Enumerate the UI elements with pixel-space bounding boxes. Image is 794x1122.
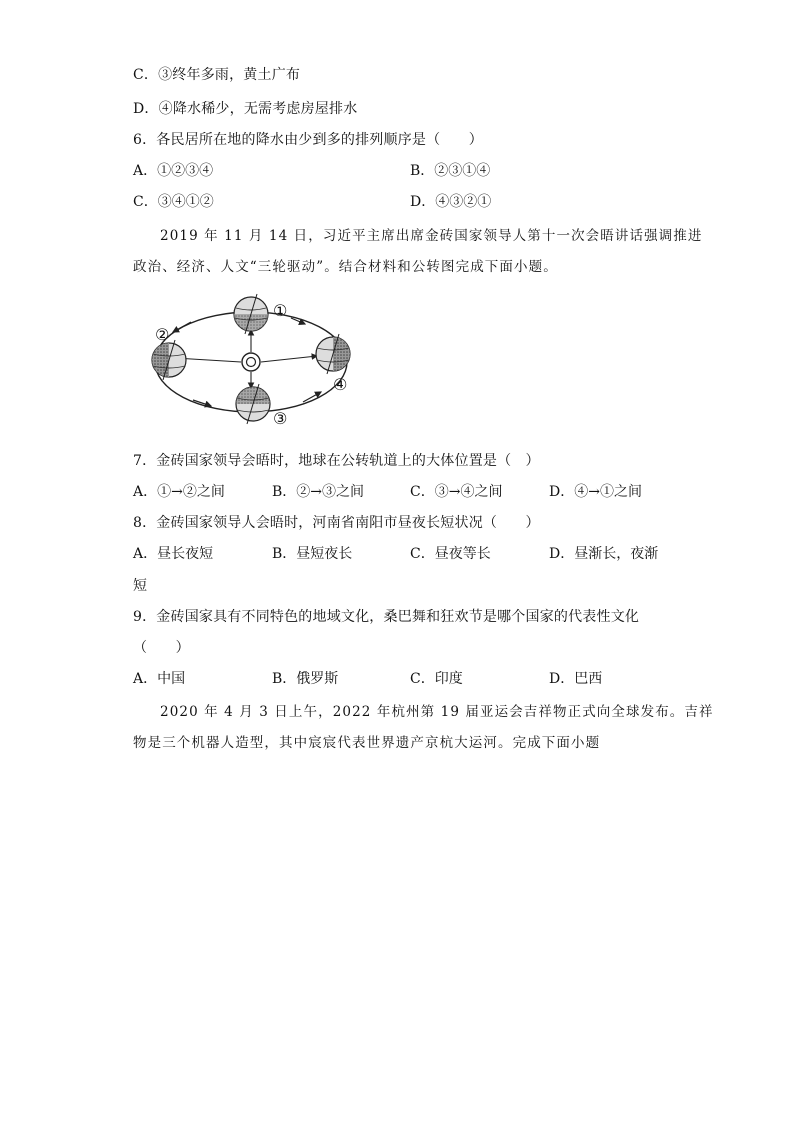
q6-option-c: C．③④①② [133, 194, 214, 210]
orbit-arrow-left [173, 322, 191, 332]
q9-option-c: C．印度 [410, 671, 463, 687]
q5-option-c: C．③终年多雨，黄土广布 [133, 67, 301, 83]
q8-option-d-wrap: 短 [133, 578, 148, 594]
q7-stem: 7．金砖国家领导会晤时，地球在公转轨道上的大体位置是（ ） [133, 453, 540, 469]
figure-label-2: ② [155, 325, 170, 344]
q8-option-c: C．昼夜等长 [410, 546, 491, 562]
earth-3-icon [236, 384, 270, 424]
q6-option-d: D．④③②① [410, 194, 492, 210]
q9-option-a: A．中国 [133, 671, 186, 687]
figure-label-1: ① [273, 301, 288, 320]
q6-stem: 6．各民居所在地的降水由少到多的排列顺序是（ ） [133, 132, 483, 148]
q7-option-b: B．②→③之间 [272, 484, 365, 500]
q9-stem-bracket: （ ） [133, 640, 190, 656]
earth-1-icon [234, 294, 268, 334]
q9-stem: 9．金砖国家具有不同特色的地域文化，桑巴舞和狂欢节是哪个国家的代表性文化 [133, 609, 640, 625]
passage1-line1: 2019 年 11 月 14 日，习近平主席出席金砖国家领导人第十一次会晤讲话强调推进 [160, 228, 703, 244]
q8-option-a: A．昼长夜短 [133, 546, 214, 562]
q6-option-a: A．①②③④ [133, 163, 214, 179]
q9-option-d: D．巴西 [549, 671, 603, 687]
q5-option-d: D．④降水稀少，无需考虑房屋排水 [133, 101, 358, 117]
q7-option-a: A．①→②之间 [133, 484, 225, 500]
passage2-line2: 物是三个机器人造型，其中宸宸代表世界遗产京杭大运河。完成下面小题 [133, 735, 601, 751]
q7-option-c: C．③→④之间 [410, 484, 503, 500]
figure-label-3: ③ [273, 409, 288, 428]
earth-revolution-diagram [133, 288, 371, 428]
q7-option-d: D．④→①之间 [549, 484, 642, 500]
passage2-line1: 2020 年 4 月 3 日上午，2022 年杭州第 19 届亚运会吉祥物正式向全球发布。吉祥 [160, 704, 714, 720]
q6-option-b: B．②③①④ [410, 163, 491, 179]
q8-option-b: B．昼短夜长 [272, 546, 353, 562]
q8-option-d: D．昼渐长，夜渐 [549, 546, 659, 562]
passage1-line2: 政治、经济、人文“三轮驱动”。结合材料和公转图完成下面小题。 [133, 259, 558, 275]
figure-label-4: ④ [333, 375, 348, 394]
q9-option-b: B．俄罗斯 [272, 671, 339, 687]
earth-4-icon [316, 334, 350, 374]
sun-icon [242, 353, 260, 371]
q8-stem: 8．金砖国家领导人会晤时，河南省南阳市昼夜长短状况（ ） [133, 515, 540, 531]
